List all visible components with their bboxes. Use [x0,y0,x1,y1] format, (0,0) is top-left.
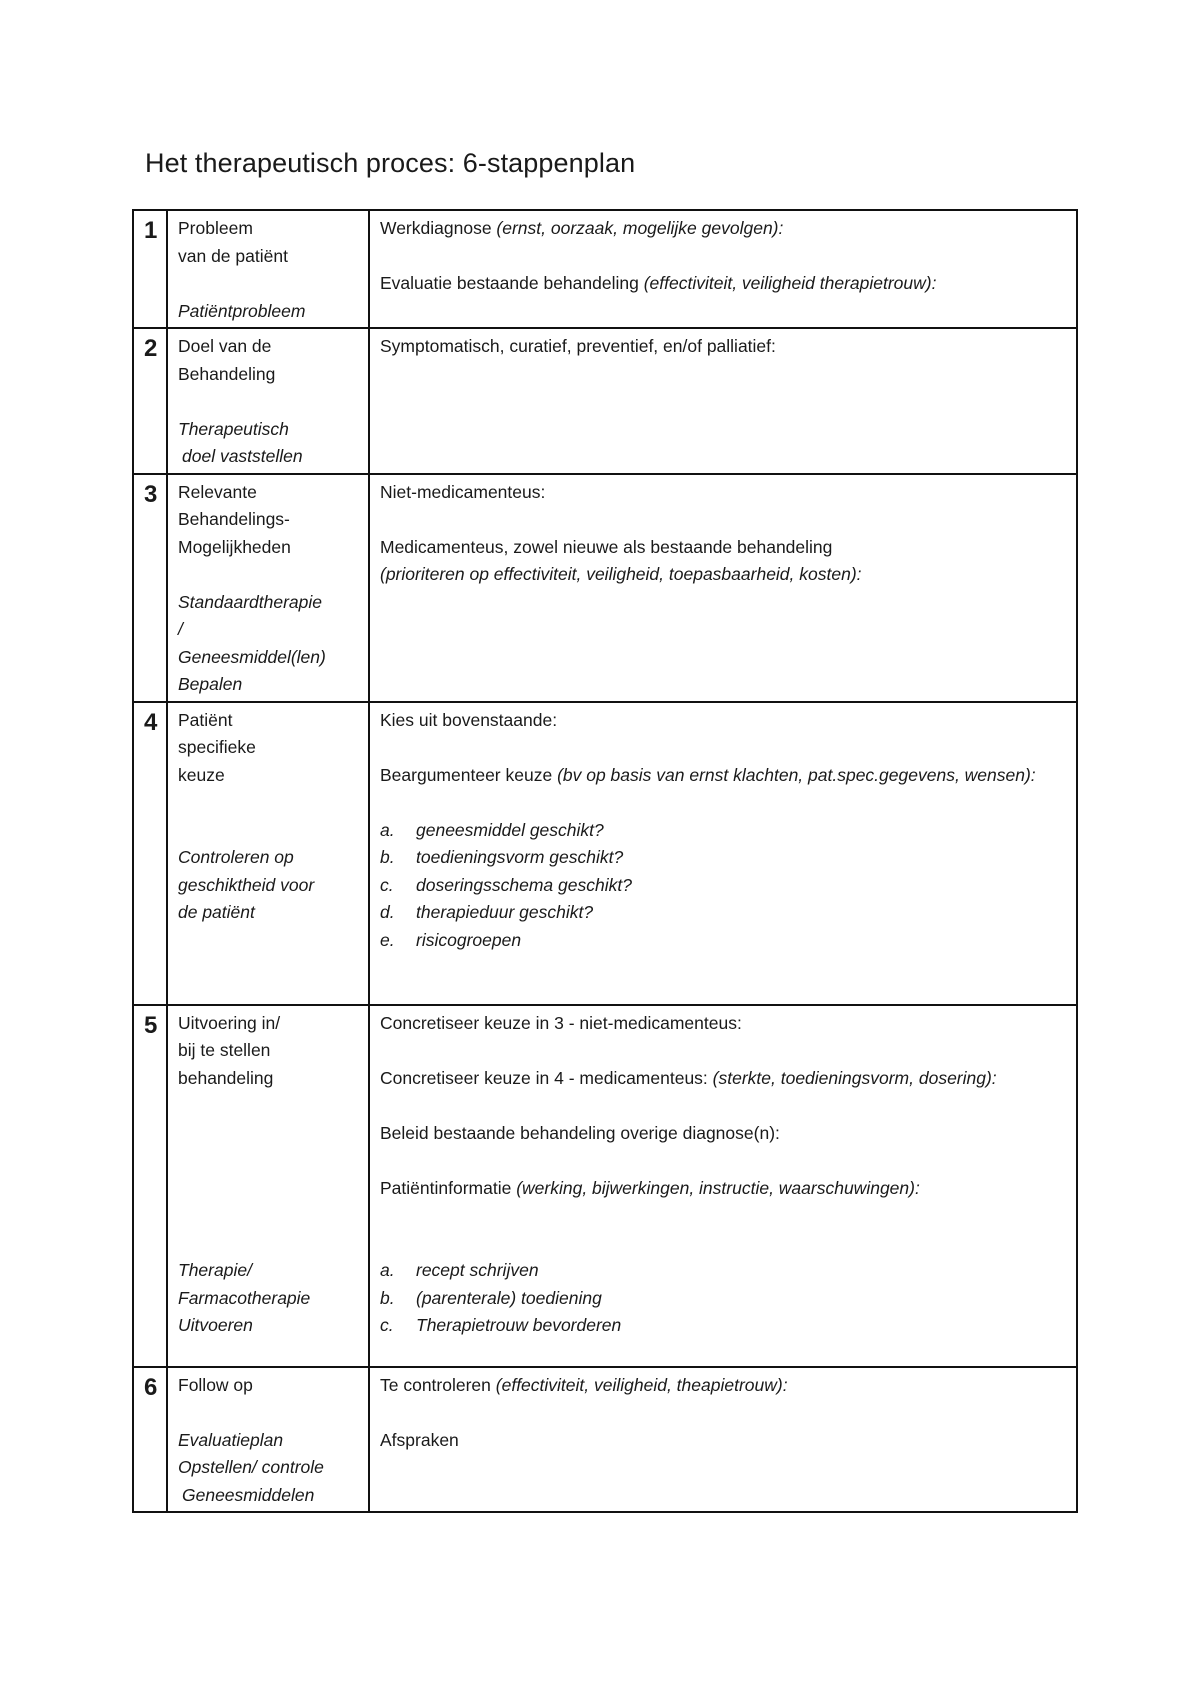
content-line: Medicamenteus, zowel nieuwe als bestaande behandeling [380,536,833,557]
step-sublabel-line: Controleren op [178,847,294,867]
content-line: Beargumenteer keuze (bv op basis van ernst klachten, pat.spec.gegevens, wensen): [380,764,1036,785]
step-sublabel-line: Patiëntprobleem [178,300,306,321]
action-list [380,1257,1066,1340]
step-sublabel-line: de patiënt [178,902,255,922]
step-label-line: bij te stellen [178,1040,271,1060]
content-line: Evaluatie bestaande behandeling (effectiviteit, veiligheid therapietrouw): [380,273,937,293]
step-label-line: Uitvoering in/ [178,1012,281,1033]
content-line: Concretiseer keuze in 4 - medicamenteus: (sterkte, toedieningsvorm, dosering): [380,1067,997,1088]
step-sublabel-line: Uitvoeren [178,1315,253,1335]
step-label-line: Follow op [178,1374,253,1395]
page-title: Het therapeutisch proces: 6-stappenplan [145,148,636,178]
step-content-cell [369,328,1077,474]
content-line: Patiëntinformatie (werking, bijwerkingen, instructie, waarschuwingen): [380,1177,920,1198]
step-content-cell [369,1005,1077,1367]
step-row-6 [133,1367,1077,1513]
step-content-cell [369,474,1077,702]
content-line: Te controleren (effectiviteit, veiligheid, theapietrouw): [380,1374,788,1395]
step-label-line: Relevante [178,481,257,502]
step-label-line: Behandeling [178,363,276,384]
step-sublabel-line: / [178,619,183,639]
list-item: b. toedieningsvorm geschikt? [380,847,624,867]
steps-table [132,209,1078,1513]
content-line: (prioriteren op effectiviteit, veiligheid, toepasbaarheid, kosten): [380,564,862,584]
step-label-line: Doel van de [178,336,272,356]
step-label-line: behandeling [178,1067,274,1088]
step-sublabel-line: Geneesmiddel(len) [178,646,326,667]
step-content-cell [369,1367,1077,1513]
content-line: Niet-medicamenteus: [380,481,546,502]
step-number: 5 [133,1005,167,1367]
step-label-line: keuze [178,764,225,785]
list-item: a. geneesmiddel geschikt? [380,819,604,840]
step-label-line: Mogelijkheden [178,536,291,557]
step-number: 4 [133,702,167,1005]
list-item: a. recept schrijven [380,1260,539,1280]
content-line: Afspraken [380,1429,459,1450]
step-label-cell [167,210,369,328]
step-row-4 [133,702,1077,1005]
step-sublabel-line: Opstellen/ controle [178,1457,324,1477]
step-label-line: van de patiënt [178,245,288,266]
step-row-3 [133,474,1077,702]
content-line: Concretiseer keuze in 3 - niet-medicamenteus: [380,1012,742,1033]
step-label-cell [167,1367,369,1513]
step-sublabel-line: geschiktheid voor [178,874,315,895]
step-row-2 [133,328,1077,474]
step-sublabel-line: Therapie/ [178,1260,252,1280]
list-item: d. therapieduur geschikt? [380,902,594,922]
step-label-cell [167,474,369,702]
step-label-cell [167,328,369,474]
step-label-line: Patiënt [178,709,233,730]
step-sublabel-line: Standaardtherapie [178,591,322,612]
step-content-cell [369,210,1077,328]
step-sublabel-line: doel vaststellen [182,446,303,466]
step-sublabel-line: Geneesmiddelen [182,1484,315,1505]
content-line: Kies uit bovenstaande: [380,709,558,730]
content-line: Beleid bestaande behandeling overige diagnose(n): [380,1122,780,1143]
step-sublabel-line: Bepalen [178,674,243,694]
step-row-5 [133,1005,1077,1367]
list-item: b. (parenterale) toediening [380,1287,602,1308]
step-number: 6 [133,1367,167,1513]
content-line: Werkdiagnose (ernst, oorzaak, mogelijke gevolgen): [380,218,784,238]
step-row-1 [133,210,1077,328]
step-content-cell [369,702,1077,1005]
step-label-line: specifieke [178,737,256,757]
step-label-line: Probleem [178,218,253,238]
list-item: c. Therapietrouw bevorderen [380,1315,622,1335]
step-sublabel-line: Evaluatieplan [178,1429,284,1450]
step-sublabel-line: Therapeutisch [178,418,289,439]
content-line: Symptomatisch, curatief, preventief, en/of palliatief: [380,336,776,356]
step-number: 2 [133,328,167,474]
step-label-line: Behandelings- [178,509,290,529]
list-item: c. doseringsschema geschikt? [380,874,632,895]
step-sublabel-line: Farmacotherapie [178,1287,311,1308]
list-item: e. risicogroepen [380,929,522,950]
step-number: 1 [133,210,167,328]
check-list [380,817,1066,955]
step-label-cell [167,702,369,1005]
step-number: 3 [133,474,167,702]
step-label-cell [167,1005,369,1367]
